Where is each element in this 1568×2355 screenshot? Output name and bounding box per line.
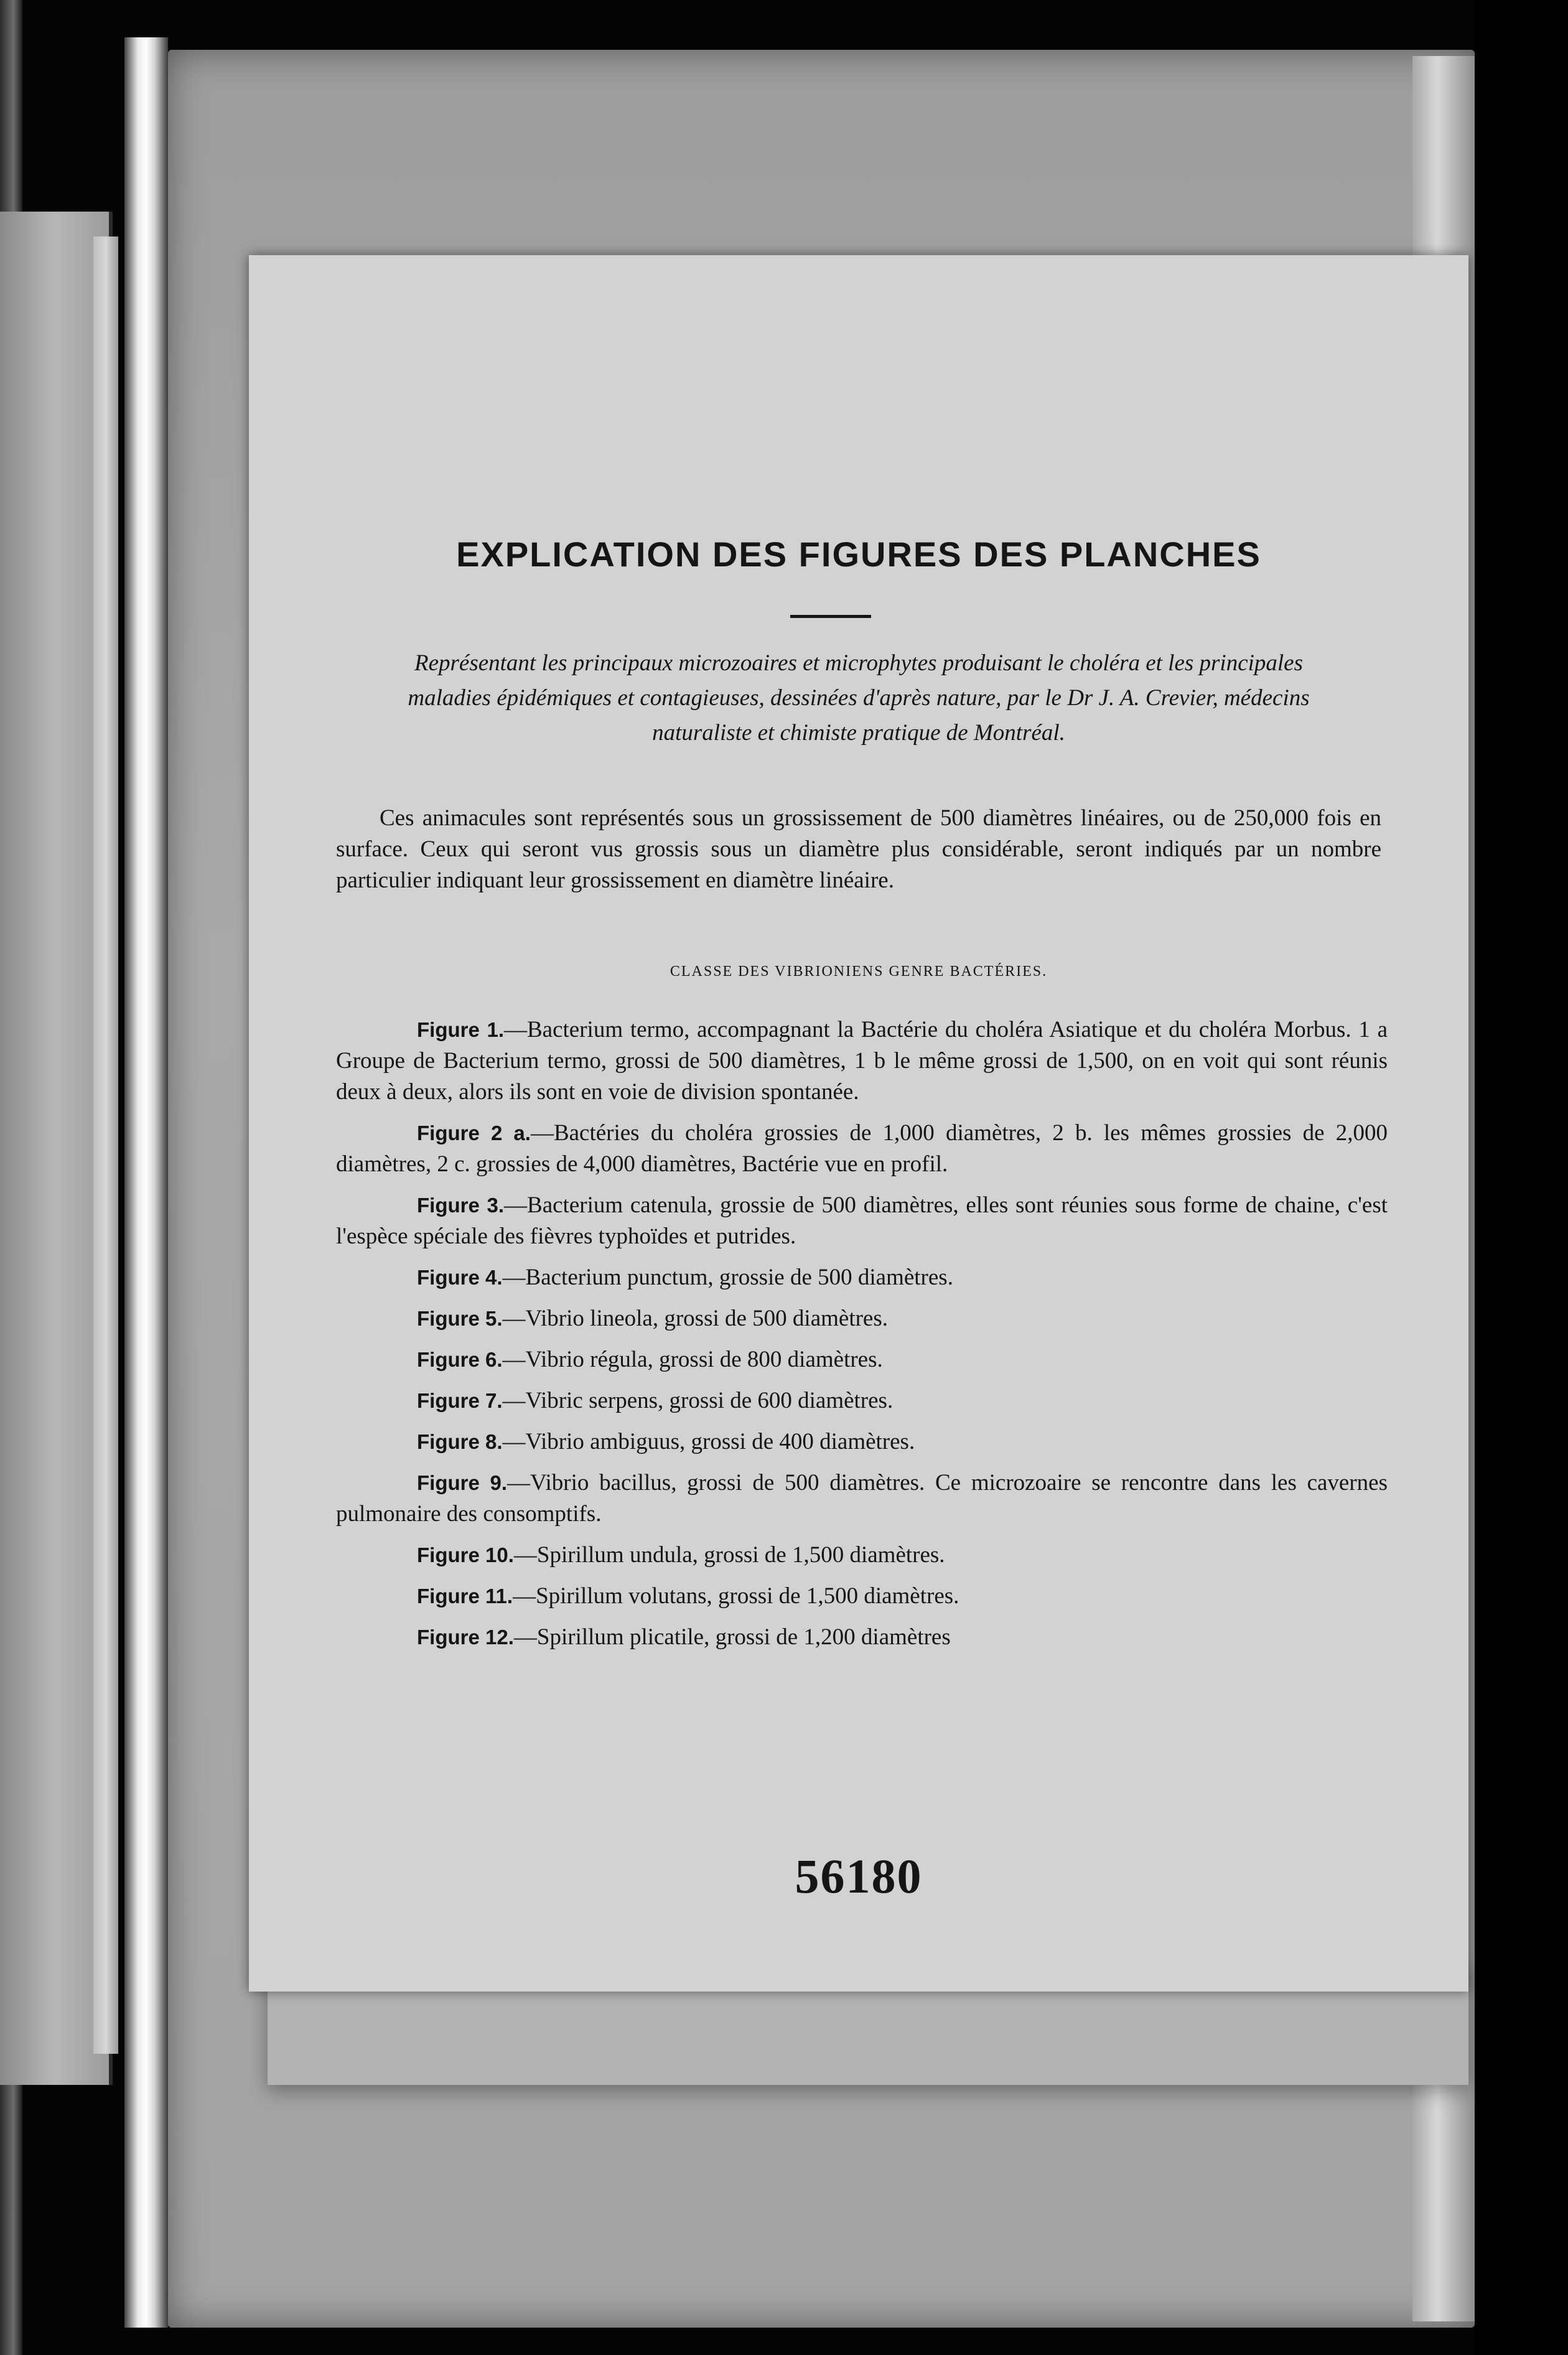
figure-label: Figure 1. bbox=[417, 1018, 504, 1041]
figure-label: Figure 7. bbox=[417, 1389, 503, 1412]
figure-text: —Vibrio lineola, grossi de 500 diamètres. bbox=[502, 1306, 888, 1331]
figure-text: —Vibrio bacillus, grossi de 500 diamètres. Ce microzoaire se rencontre dans les cavernes pulmonaire des consomptifs. bbox=[336, 1470, 1388, 1527]
figure-entry bbox=[336, 1014, 1388, 1108]
figure-text: —Spirillum plicatile, grossi de 1,200 diamètres bbox=[513, 1624, 951, 1650]
figure-entry bbox=[336, 1344, 1388, 1375]
glass-divider bbox=[124, 37, 168, 2328]
adjacent-page-edge bbox=[93, 236, 118, 2054]
figure-text: —Bacterium punctum, grossie de 500 diamètres. bbox=[502, 1265, 953, 1290]
figure-label: Figure 10. bbox=[417, 1543, 514, 1566]
figure-label: Figure 2 a. bbox=[417, 1121, 531, 1145]
intro-paragraph: Ces animacules sont représentés sous un grossissement de 500 diamètres linéaires, ou de 250,000 fois en surface. Ceux qui seront vus grossis sous un diamètre plus considérable, seront indiqués par un nombre particulier indiquant leur grossissement en diamètre linéaire. bbox=[336, 805, 1381, 893]
figure-entry bbox=[336, 1303, 1388, 1334]
document-page bbox=[249, 255, 1468, 1992]
page-title: EXPLICATION DES FIGURES DES PLANCHES bbox=[456, 535, 1261, 574]
figure-text: —Bactéries du choléra grossies de 1,000 diamètres, 2 b. les mêmes grossies de 2,000 diamètres, 2 c. grossies de 4,000 diamètres, Bactérie vue en profil. bbox=[336, 1120, 1388, 1177]
figure-entry bbox=[336, 1262, 1388, 1293]
figure-list bbox=[336, 1014, 1388, 1663]
stamp-number: 56180 bbox=[795, 1849, 923, 1903]
figure-entry bbox=[336, 1426, 1388, 1458]
figure-text: —Vibric serpens, grossi de 600 diamètres. bbox=[502, 1388, 894, 1413]
figure-entry bbox=[336, 1540, 1388, 1571]
figure-text: —Bacterium catenula, grossie de 500 diamètres, elles sont réunies sous forme de chaine, c'est l'espèce spéciale des fièvres typhoïdes et putrides. bbox=[336, 1192, 1388, 1249]
figure-label: Figure 9. bbox=[417, 1471, 508, 1494]
figure-label: Figure 4. bbox=[417, 1266, 503, 1289]
figure-text: —Bacterium termo, accompagnant la Bactérie du choléra Asiatique et du choléra Morbus. 1 a Groupe de Bacterium termo, grossi de 500 diamètres, 1 b le même grossi de 1,500, on en voit qui sont réunis deux à deux, alors ils sont en voie de division spontanée. bbox=[336, 1017, 1388, 1105]
figure-text: —Vibrio ambiguus, grossi de 400 diamètres. bbox=[502, 1429, 915, 1454]
figure-text: —Spirillum undula, grossi de 1,500 diamètres. bbox=[513, 1542, 945, 1568]
figure-text: —Spirillum volutans, grossi de 1,500 diamètres. bbox=[513, 1583, 959, 1609]
figure-label: Figure 5. bbox=[417, 1307, 503, 1330]
title-rule bbox=[790, 615, 871, 618]
figure-entry bbox=[336, 1385, 1388, 1416]
figure-entry bbox=[336, 1581, 1388, 1612]
figure-entry bbox=[336, 1118, 1388, 1180]
figure-label: Figure 11. bbox=[417, 1585, 513, 1608]
figure-label: Figure 12. bbox=[417, 1626, 514, 1649]
figure-label: Figure 8. bbox=[417, 1430, 503, 1453]
figure-label: Figure 6. bbox=[417, 1348, 503, 1371]
figure-text: —Vibrio régula, grossi de 800 diamètres. bbox=[502, 1347, 883, 1372]
figure-entry bbox=[336, 1468, 1388, 1530]
page-subtitle: Représentant les principaux microzoaires et microphytes produisant le choléra et les principales maladies épidémiques et contagieuses, dessinées d'après nature, par le Dr J. A. Crevier, médecins naturaliste et chimiste pratique de Montréal. bbox=[408, 650, 1310, 746]
film-edge-right bbox=[1475, 0, 1568, 2355]
section-heading: CLASSE DES VIBRIONIENS GENRE BACTÉRIES. bbox=[670, 963, 1048, 980]
figure-entry bbox=[336, 1622, 1388, 1653]
figure-label: Figure 3. bbox=[417, 1194, 505, 1217]
figure-entry bbox=[336, 1190, 1388, 1252]
